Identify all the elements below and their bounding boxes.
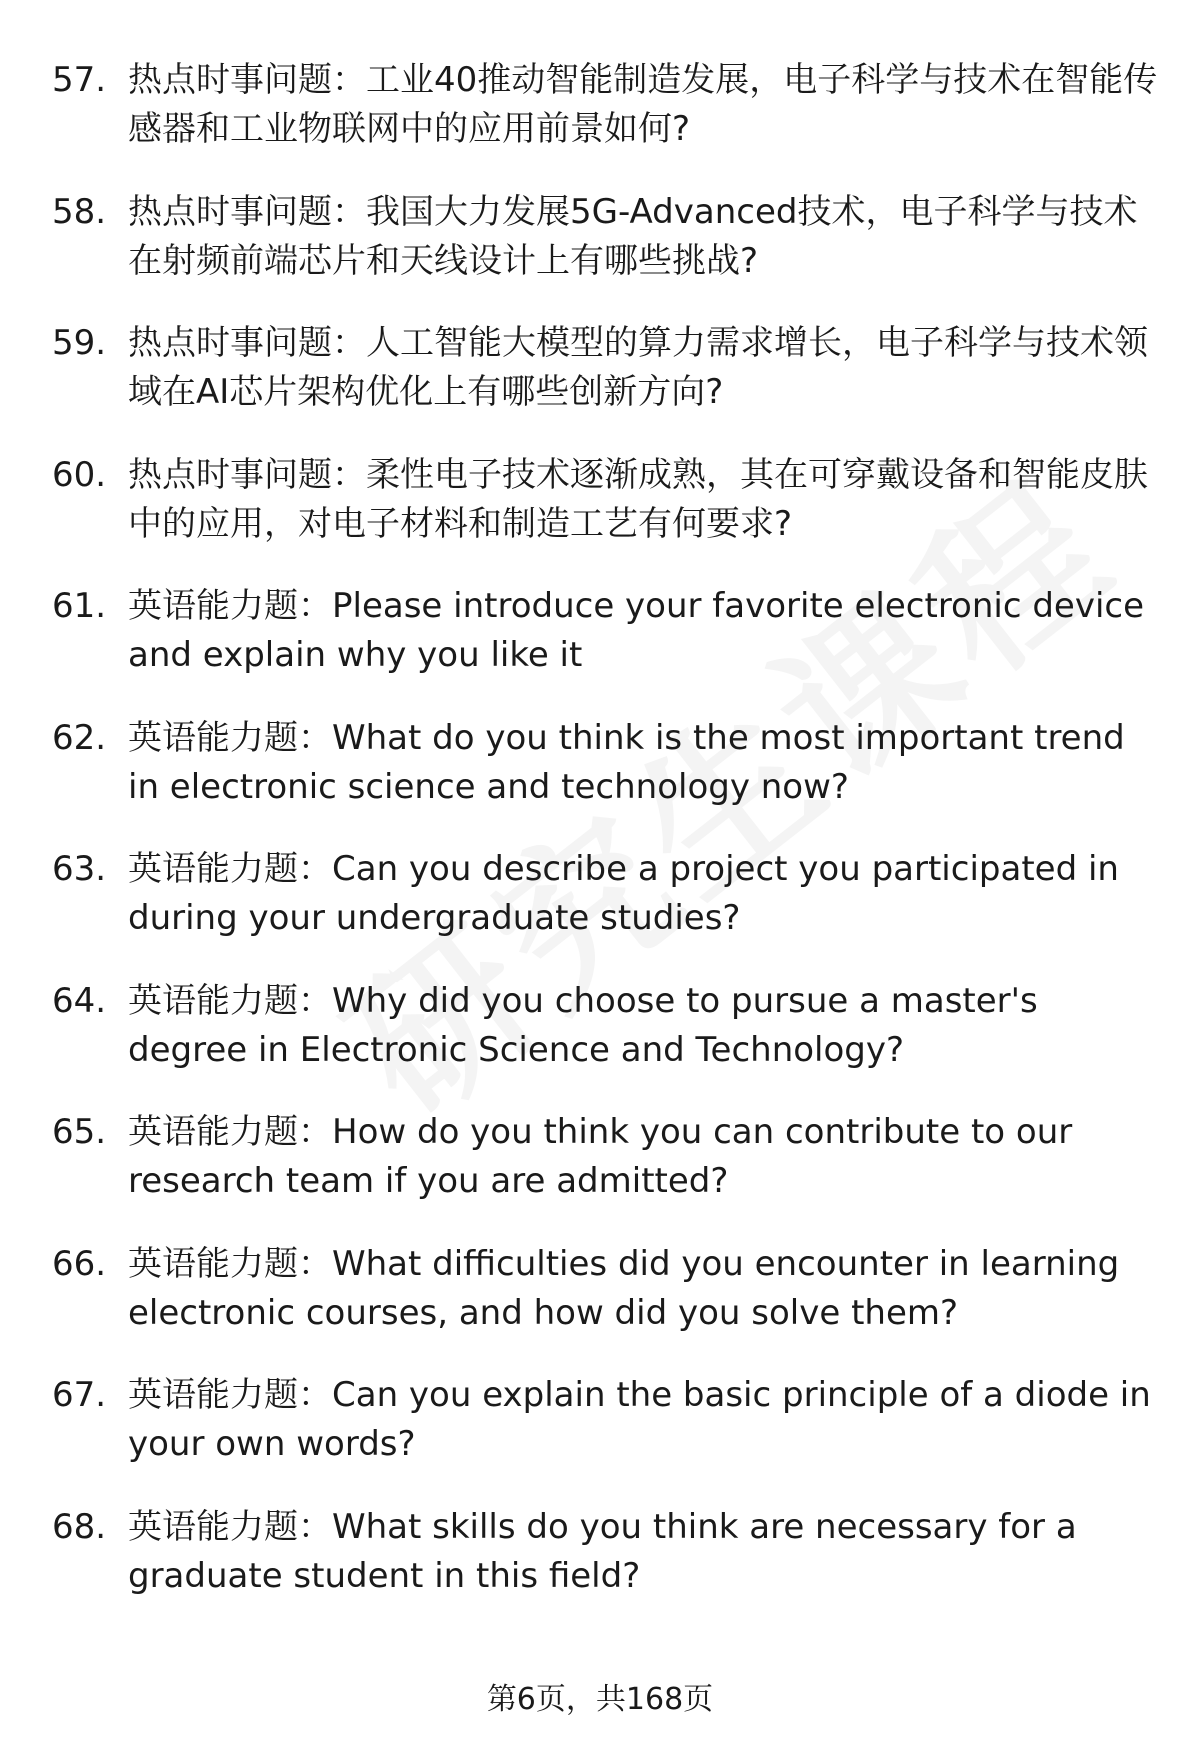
question-body bbox=[128, 188, 1158, 286]
question-number: 67. bbox=[52, 1375, 107, 1415]
question-number: 62. bbox=[52, 717, 107, 758]
question-number: 68. bbox=[52, 1506, 107, 1547]
question-number: 58. bbox=[52, 191, 107, 232]
question-category: 英语能力题： bbox=[128, 586, 332, 626]
question-text: 我国大力发展5G-Advanced技术，电子科学与技术在射频前端芯片和天线设计上有哪些挑战? bbox=[128, 191, 1138, 281]
question-item bbox=[0, 1503, 1200, 1635]
question-text: What skills do you think are necessary for a graduate student in this field? bbox=[128, 1506, 1077, 1596]
question-number: 65. bbox=[52, 1112, 107, 1152]
question-item bbox=[0, 714, 1200, 846]
question-body bbox=[128, 56, 1158, 154]
question-category: 英语能力题： bbox=[128, 717, 332, 758]
question-category: 热点时事问题： bbox=[128, 191, 366, 232]
question-text: 工业40推动智能制造发展，电子科学与技术在智能传感器和工业物联网中的应用前景如何? bbox=[128, 60, 1158, 149]
question-category: 英语能力题： bbox=[128, 980, 332, 1021]
question-text: 人工智能大模型的算力需求增长，电子科学与技术领域在AI芯片架构优化上有哪些创新方向? bbox=[128, 323, 1148, 412]
question-item bbox=[0, 319, 1200, 451]
question-item bbox=[0, 451, 1200, 583]
question-number: 59. bbox=[52, 323, 107, 363]
question-item bbox=[0, 188, 1200, 320]
question-item bbox=[0, 56, 1200, 188]
question-text: Why did you choose to pursue a master's degree in Electronic Science and Technology? bbox=[128, 980, 1038, 1070]
question-text: What do you think is the most important trend in electronic science and technology now? bbox=[128, 717, 1125, 807]
question-text: Can you explain the basic principle of a diode in your own words? bbox=[128, 1375, 1151, 1464]
question-text: Please introduce your favorite electronic device and explain why you like it bbox=[128, 586, 1145, 675]
question-body bbox=[128, 319, 1158, 417]
question-body bbox=[128, 582, 1158, 680]
question-text: How do you think you can contribute to our research team if you are admitted? bbox=[128, 1112, 1073, 1201]
question-number: 64. bbox=[52, 980, 107, 1021]
page-number-footer: 第6页，共168页 bbox=[486, 1682, 714, 1717]
question-category: 英语能力题： bbox=[128, 849, 332, 889]
question-body bbox=[128, 1108, 1158, 1206]
question-text: Can you describe a project you participated in during your undergraduate studies? bbox=[128, 849, 1119, 938]
question-item bbox=[0, 845, 1200, 977]
question-category: 热点时事问题： bbox=[128, 454, 366, 495]
question-body bbox=[128, 977, 1158, 1075]
question-number: 63. bbox=[52, 849, 107, 889]
question-number: 66. bbox=[52, 1243, 107, 1284]
question-text: 柔性电子技术逐渐成熟，其在可穿戴设备和智能皮肤中的应用，对电子材料和制造工艺有何要求? bbox=[128, 454, 1148, 544]
question-text: What difficulties did you encounter in learning electronic courses, and how did you solve them? bbox=[128, 1243, 1120, 1333]
question-item bbox=[0, 977, 1200, 1109]
question-category: 英语能力题： bbox=[128, 1112, 332, 1152]
question-number: 61. bbox=[52, 586, 107, 626]
question-body bbox=[128, 1371, 1158, 1469]
question-item bbox=[0, 1371, 1200, 1503]
question-category: 热点时事问题： bbox=[128, 60, 366, 100]
question-number: 57. bbox=[52, 60, 107, 100]
question-item bbox=[0, 1108, 1200, 1240]
question-number: 60. bbox=[52, 454, 107, 495]
question-category: 英语能力题： bbox=[128, 1243, 332, 1284]
question-body bbox=[128, 1503, 1158, 1601]
question-body bbox=[128, 1240, 1158, 1338]
question-category: 热点时事问题： bbox=[128, 323, 366, 363]
question-category: 英语能力题： bbox=[128, 1506, 332, 1547]
question-category: 英语能力题： bbox=[128, 1375, 332, 1415]
question-item bbox=[0, 582, 1200, 714]
question-body bbox=[128, 845, 1158, 943]
question-item bbox=[0, 1240, 1200, 1372]
question-list bbox=[0, 56, 1200, 1634]
question-body bbox=[128, 714, 1158, 812]
question-body bbox=[128, 451, 1158, 549]
